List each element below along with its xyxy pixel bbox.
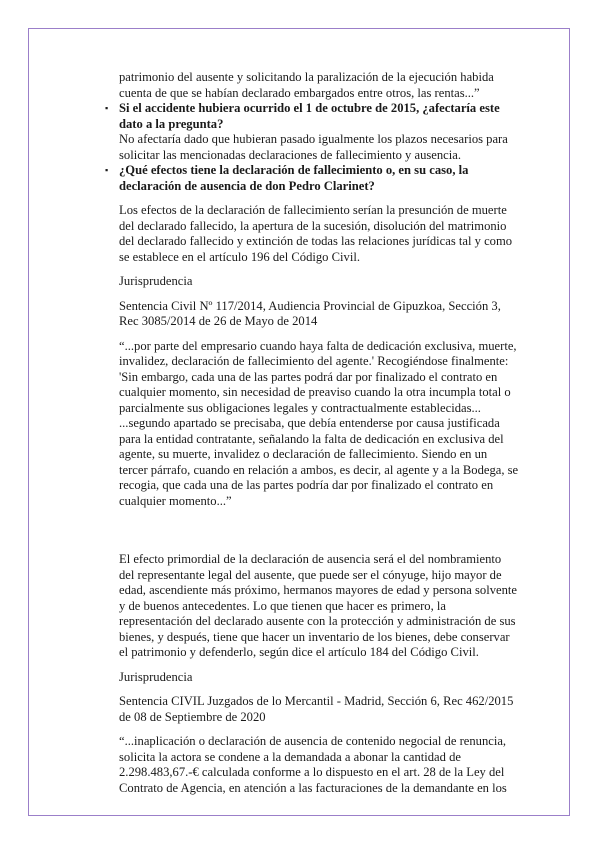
jurisprudencia-quote: “...por parte del empresario cuando haya falta de dedicación exclusiva, muerte, invalidez, declaración de fallecimiento del agente.' Recogiéndose finalmente: 'Sin embargo, cada una de las partes podrá dar por finalizado el contrato en cualquier momento, sin necesidad de preaviso cuando la otra incumpla total o parcialmente sus obligaciones legales y contractualmente establecidas... ...segundo apartado se precisaba, que debía entenderse por causa justificada para la entidad contratante, señalando la falta de dedicación en exclusiva del agente, su muerte, invalidez o declaración de fallecimiento. Siendo en un tercer párrafo, cuando en relación a ambos, es decir, al agente y a la Bodega, se recogia, que cada una de las partes podría dar por finalizado el contrato en cualquier momento...” xyxy=(119,338,519,508)
question-text: ¿Qué efectos tiene la declaración de fallecimiento o, en su caso, la declaración de ausencia de don Pedro Clarinet? xyxy=(119,163,469,193)
intro-continuation: patrimonio del ausente y solicitando la paralización de la ejecución habida cuenta de que se habían declarado embargados entre otros, las rentas...” xyxy=(119,70,494,100)
jurisprudencia-label: Jurisprudencia xyxy=(119,274,193,288)
jurisprudencia-citation: Sentencia CIVIL Juzgados de lo Mercantil - Madrid, Sección 6, Rec 462/2015 de 08 de Septiembre de 2020 xyxy=(119,694,514,724)
answer-text: No afectaría dado que hubieran pasado igualmente los plazos necesarios para solicitar las mencionadas declaraciones de fallecimiento y ausencia. xyxy=(119,132,508,162)
jurisprudencia-quote: “...inaplicación o declaración de ausencia de contenido negocial de renuncia, solicita la actora se condene a la demandada a abonar la cantidad de 2.298.483,67.-€ calculada conforme a lo dispuesto en el art. 28 de la Ley del Contrato de Agencia, en atención a las facturaciones de la demandante en los xyxy=(119,734,507,795)
question-1 xyxy=(105,101,519,163)
question-text: Si el accidente hubiera ocurrido el 1 de octubre de 2015, ¿afectaría este dato a la pregunta? xyxy=(119,101,500,131)
question-2 xyxy=(105,163,519,194)
jurisprudencia-label: Jurisprudencia xyxy=(119,669,193,684)
bullet-square-icon: ▪ xyxy=(105,165,109,175)
effects-paragraph: Los efectos de la declaración de fallecimiento serían la presunción de muerte del declarado fallecido, la apertura de la sucesión, disolución del matrimonio del declarado fallecido y extinción de todas las relaciones jurídicas tal y como se establece en el artículo 196 del Código Civil. xyxy=(119,203,513,264)
document-body xyxy=(105,70,519,796)
jurisprudencia-citation: Sentencia Civil Nº 117/2014, Audiencia Provincial de Gipuzkoa, Sección 3, Rec 3085/2014 de 26 de Mayo de 2014 xyxy=(119,298,501,328)
bullet-square-icon: ▪ xyxy=(105,103,109,113)
absence-paragraph: El efecto primordial de la declaración de ausencia será el del nombramiento del representante legal del ausente, que puede ser el cónyuge, hijo mayor de edad, ascendiente más próximo, hermanos mayores de edad y persona solvente y de buenos antecedentes. Lo que tienen que hacer es primero, la representación del declarado ausente con la protección y administración de sus bienes, y después, tiene que hacer un inventario de los bienes, debe conservar el patrimonio y defenderlo, según dice el artículo 184 del Código Civil. xyxy=(119,552,517,659)
